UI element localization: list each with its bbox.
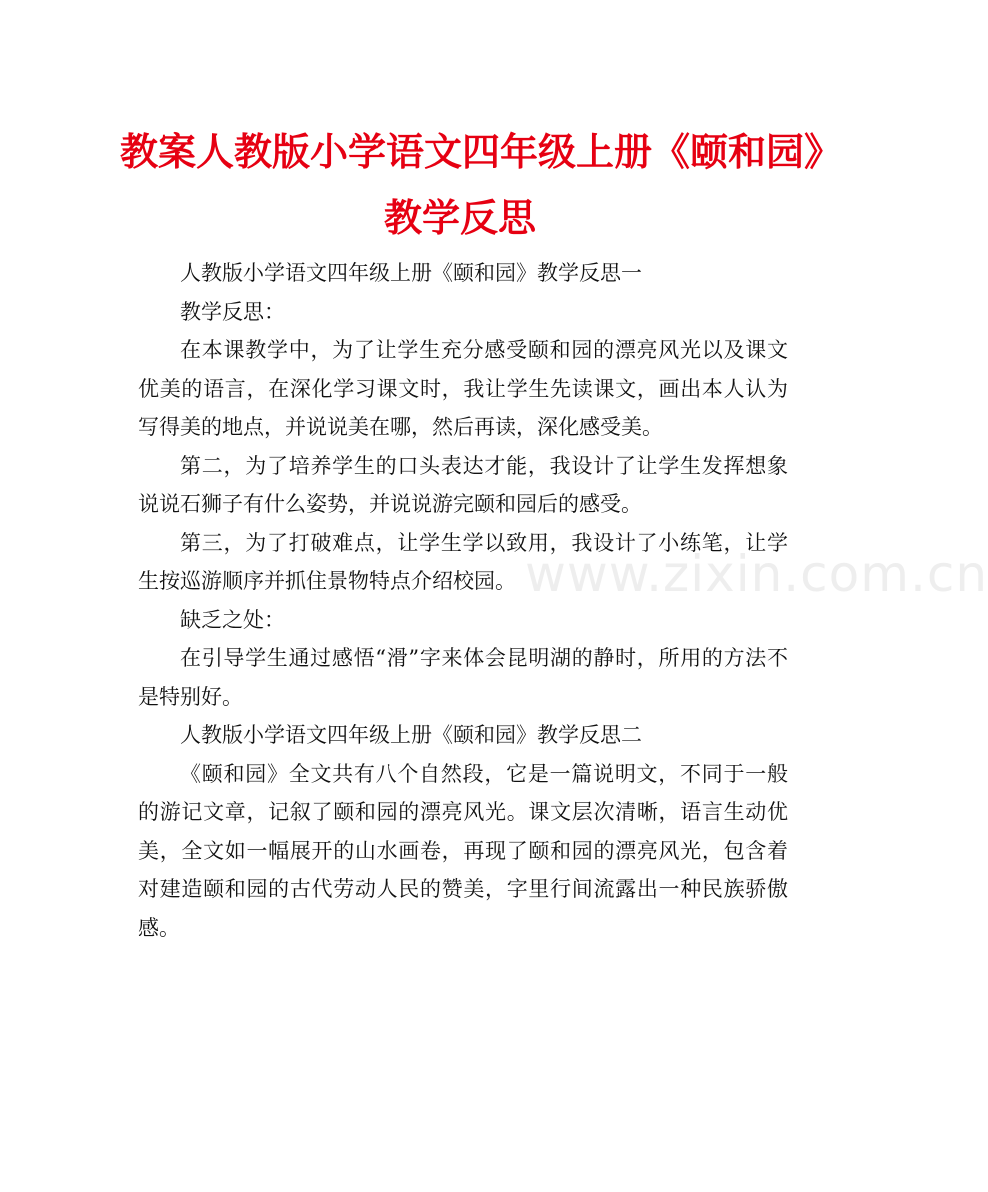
document-title-line-1: 教案人教版小学语文四年级上册《颐和园》 — [120, 130, 843, 174]
section-heading-1: 人教版小学语文四年级上册《颐和园》教学反思一 — [180, 261, 642, 285]
paragraph-3: 第三，为了打破难点，让学生学以致用，我设计了小练笔，让学生按巡游顺序并抓住景物特点介绍校园。 — [138, 530, 788, 593]
watermark: www.zixin.com.cn — [525, 545, 988, 603]
document-body — [138, 254, 788, 947]
subheading-shortcomings: 缺乏之处： — [180, 607, 285, 632]
section-heading-2: 人教版小学语文四年级上册《颐和园》教学反思二 — [180, 723, 642, 747]
paragraph-2: 第二，为了培养学生的口头表达才能，我设计了让学生发挥想象说说石狮子有什么姿势，并说说游完颐和园后的感受。 — [138, 453, 788, 516]
paragraph-5: 《颐和园》全文共有八个自然段，它是一篇说明文，不同于一般的游记文章，记叙了颐和园的漂亮风光。课文层次清晰，语言生动优美，全文如一幅展开的山水画卷，再现了颐和园的漂亮风光，包含着对建造颐和园的古代劳动人民的赞美，字里行间流露出一种民族骄傲感。 — [138, 761, 788, 940]
subheading-reflection: 教学反思： — [180, 299, 285, 324]
document-title-line-2: 教学反思 — [383, 196, 536, 240]
paragraph-4: 在引导学生通过感悟“滑”字来体会昆明湖的静时，所用的方法不是特别好。 — [138, 646, 788, 709]
paragraph-1: 在本课教学中，为了让学生充分感受颐和园的漂亮风光以及课文优美的语言，在深化学习课文时，我让学生先读课文，画出本人认为写得美的地点，并说说美在哪，然后再读，深化感受美。 — [138, 338, 788, 439]
